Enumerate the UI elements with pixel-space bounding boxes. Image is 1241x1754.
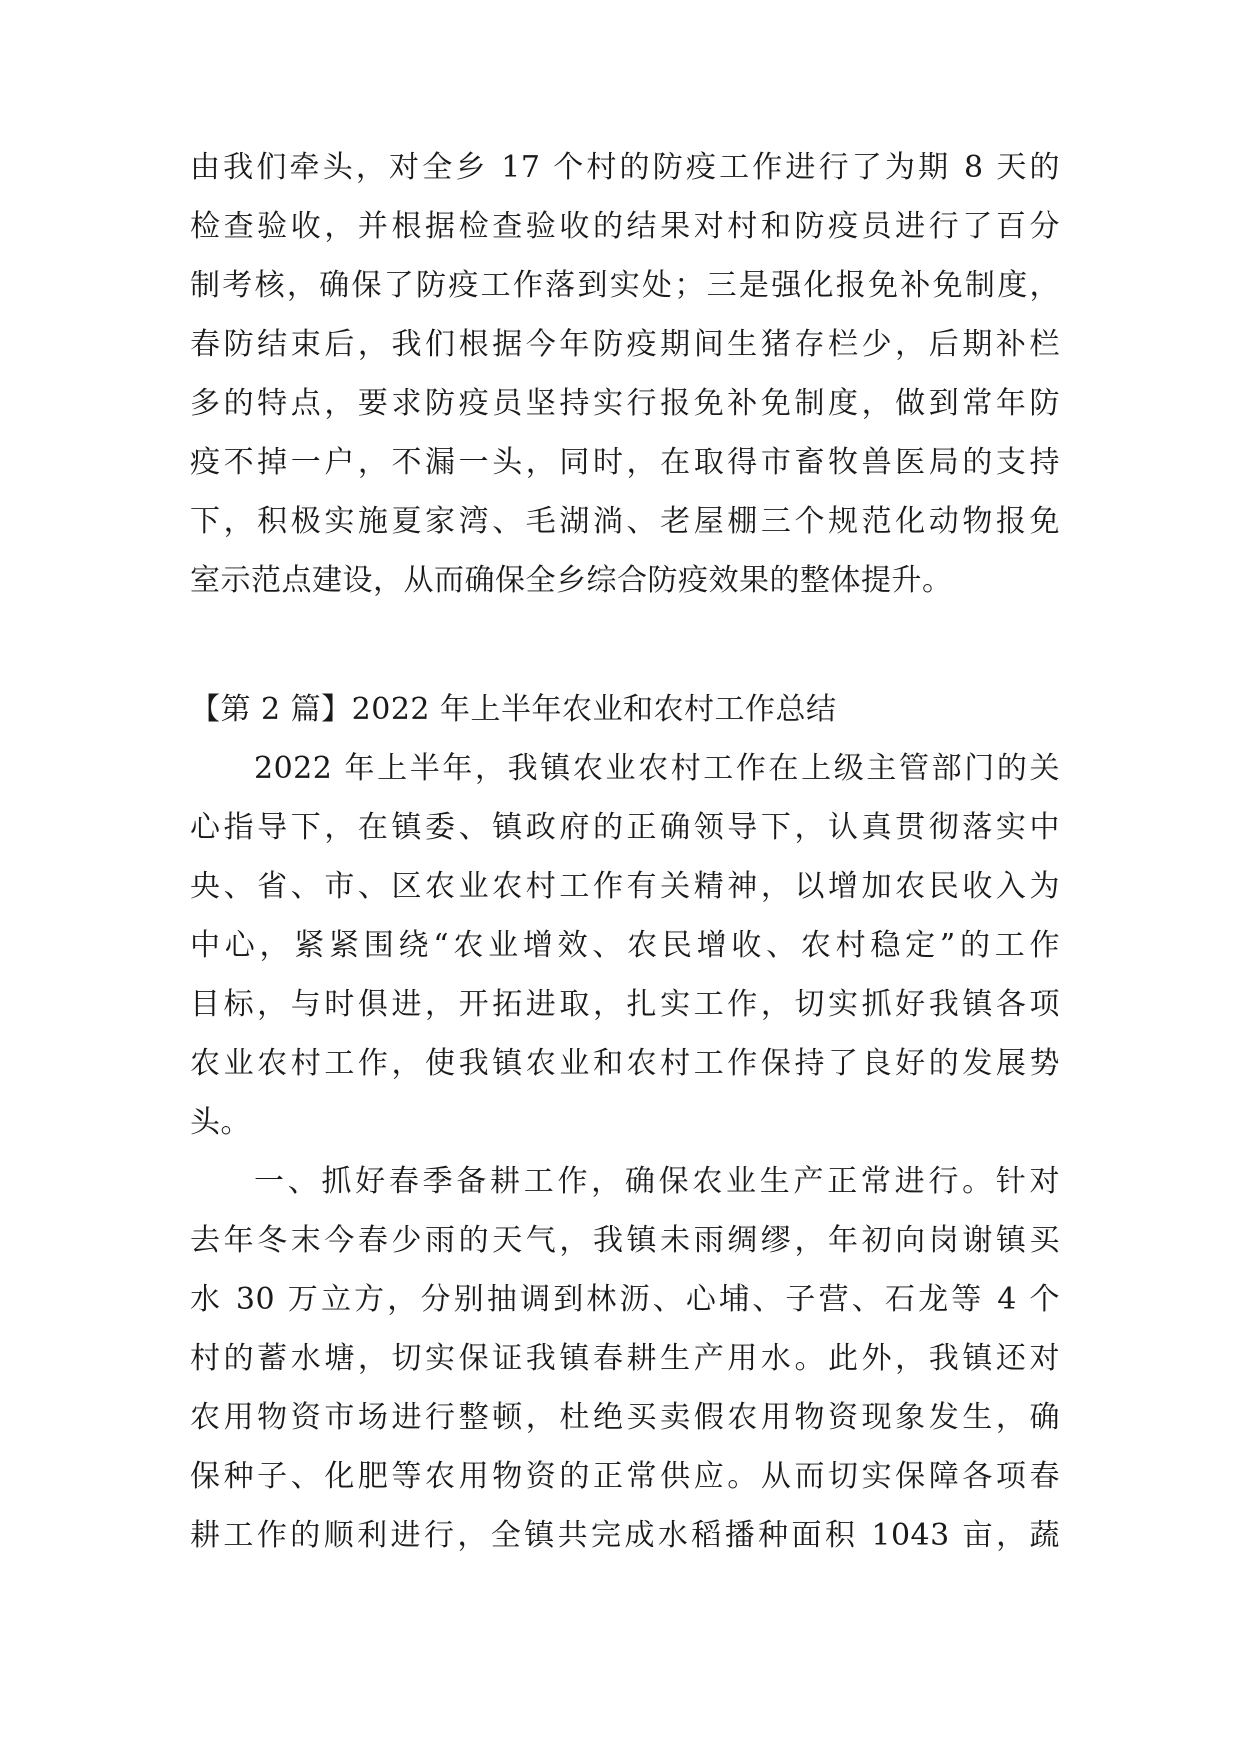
paragraph-line: 由我们牵头，对全乡 17 个村的防疫工作进行了为期 8 天的 (190, 150, 1060, 185)
paragraph-line: 农用物资市场进行整顿，杜绝买卖假农用物资现象发生，确 (190, 1400, 1060, 1435)
section-one-paragraph (190, 1152, 1060, 1565)
paragraph-line: 耕工作的顺利进行，全镇共完成水稻播种面积 1043 亩，蔬 (190, 1518, 1060, 1553)
paragraph-line: 村的蓄水塘，切实保证我镇春耕生产用水。此外，我镇还对 (190, 1341, 1060, 1376)
paragraph-line: 2022 年上半年，我镇农业农村工作在上级主管部门的关 (254, 751, 1060, 786)
paragraph-line: 一、抓好春季备耕工作，确保农业生产正常进行。针对 (254, 1164, 1060, 1199)
intro-paragraph (190, 739, 1060, 1152)
paragraph-line: 央、省、市、区农业农村工作有关精神，以增加农民收入为 (190, 869, 1060, 904)
paragraph-line: 农业农村工作，使我镇农业和农村工作保持了良好的发展势 (190, 1046, 1060, 1081)
paragraph-line: 下，积极实施夏家湾、毛湖淌、老屋棚三个规范化动物报免 (190, 504, 1060, 539)
paragraph-line: 检查验收，并根据检查验收的结果对村和防疫员进行了百分 (190, 209, 1060, 244)
paragraph-line: 心指导下，在镇委、镇政府的正确领导下，认真贯彻落实中 (190, 810, 1060, 845)
article-heading-block (190, 680, 1060, 739)
paragraph-line: 水 30 万立方，分别抽调到林沥、心埔、子营、石龙等 4 个 (190, 1282, 1060, 1317)
paragraph-line: 多的特点，要求防疫员坚持实行报免补免制度，做到常年防 (190, 386, 1060, 421)
paragraph-line: 头。 (190, 1105, 251, 1140)
paragraph-line: 制考核，确保了防疫工作落到实处；三是强化报免补免制度， (190, 268, 1060, 303)
paragraph-line: 春防结束后，我们根据今年防疫期间生猪存栏少，后期补栏 (190, 327, 1060, 362)
article-heading: 【第 2 篇】2022 年上半年农业和农村工作总结 (190, 692, 837, 727)
paragraph-line: 目标，与时俱进，开拓进取，扎实工作，切实抓好我镇各项 (190, 987, 1060, 1022)
paragraph-line: 保种子、化肥等农用物资的正常供应。从而切实保障各项春 (190, 1459, 1060, 1494)
continued-paragraph (190, 138, 1060, 610)
paragraph-line: 室示范点建设，从而确保全乡综合防疫效果的整体提升。 (190, 563, 953, 598)
paragraph-line: 疫不掉一户，不漏一头，同时，在取得市畜牧兽医局的支持 (190, 445, 1060, 480)
paragraph-line: 去年冬末今春少雨的天气，我镇未雨绸缪，年初向岗谢镇买 (190, 1223, 1060, 1258)
paragraph-line: 中心，紧紧围绕“农业增效、农民增收、农村稳定”的工作 (190, 928, 1060, 963)
